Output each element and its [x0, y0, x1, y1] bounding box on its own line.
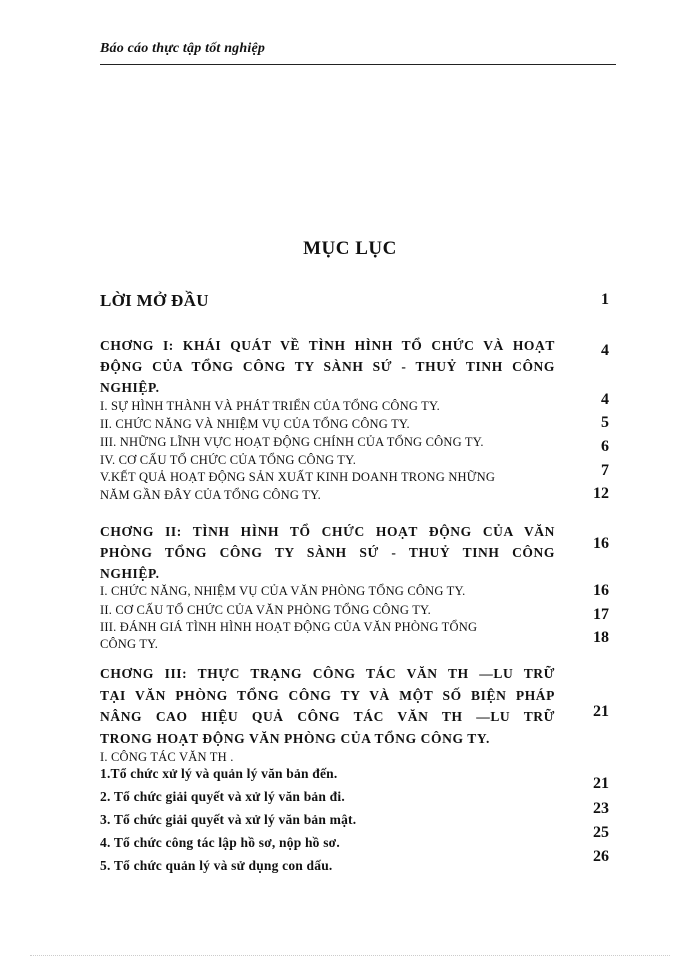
chapter2-section1: I. CHỨC NĂNG, NHIỆM VỤ CỦA VĂN PHÒNG TỔNG CÔNG TY. [100, 584, 466, 598]
chapter3-line3: NÂNG CAO HIỆU QUẢ CÔNG TÁC VĂN TH —LU TRỮ [100, 709, 555, 724]
chapter1-page: 4 [601, 342, 609, 359]
chapter2-line2: PHÒNG TỔNG CÔNG TY SÀNH SỨ - THUỶ TINH CÔNG [100, 545, 555, 560]
chapter3-page: 21 [593, 703, 609, 720]
page-title: MỤC LỤC [303, 238, 397, 259]
chapter1-section3: III. NHỮNG LĨNH VỰC HOẠT ĐỘNG CHÍNH CỦA TỔNG CÔNG TY. [100, 435, 484, 449]
chapter2-line1: CHƠNG II: TÌNH HÌNH TỔ CHỨC HOẠT ĐỘNG CỦA VĂN [100, 524, 555, 539]
chapter3-item2: 2. Tổ chức giải quyết và xử lý văn bản đi. [100, 789, 345, 804]
chapter1-section2: II. CHỨC NĂNG VÀ NHIỆM VỤ CỦA TỔNG CÔNG TY. [100, 417, 410, 431]
chapter2-section3-line1: III. ĐÁNH GIÁ TÌNH HÌNH HOẠT ĐỘNG CỦA VĂN PHÒNG TỔNG [100, 620, 478, 634]
chapter3-item2-page: 23 [593, 800, 609, 817]
chapter3-item1-page: 21 [593, 775, 609, 792]
chapter1-section5-line1: V.KẾT QUẢ HOẠT ĐỘNG SẢN XUẤT KINH DOANH TRONG NHỮNG [100, 470, 496, 484]
chapter1-section1-page: 4 [601, 391, 609, 408]
chapter1-section5-page: 12 [593, 485, 609, 502]
chapter3-section1: I. CÔNG TÁC VĂN TH . [100, 750, 234, 764]
footer-divider [30, 955, 670, 956]
chapter1-section4: IV. CƠ CẤU TỔ CHỨC CỦA TỔNG CÔNG TY. [100, 453, 357, 467]
chapter3-item3-page: 25 [593, 824, 609, 841]
chapter3-item4-page: 26 [593, 848, 609, 865]
chapter3-line2: TẠI VĂN PHÒNG TỔNG CÔNG TY VÀ MỘT SỐ BIỆN PHÁP [100, 688, 555, 703]
chapter2-section2: II. CƠ CẤU TỔ CHỨC CỦA VĂN PHÒNG TỔNG CÔNG TY. [100, 603, 431, 617]
chapter2-section1-page: 16 [593, 582, 609, 599]
chapter3-item5: 5. Tổ chức quản lý và sử dụng con dấu. [100, 858, 333, 873]
chapter1-line3: NGHIỆP. [100, 380, 160, 395]
chapter1-section3-page: 6 [601, 438, 609, 455]
header-divider [100, 64, 616, 65]
chapter1-line2: ĐỘNG CỦA TỔNG CÔNG TY SÀNH SỨ - THUỶ TINH CÔNG [100, 359, 555, 374]
chapter3-item1: 1.Tổ chức xử lý và quản lý văn bản đến. [100, 766, 338, 781]
chapter3-line4: TRONG HOẠT ĐỘNG VĂN PHÒNG CỦA TỔNG CÔNG TY. [100, 731, 490, 746]
chapter3-line1: CHƠNG III: THỰC TRẠNG CÔNG TÁC VĂN TH —LU TRỮ [100, 666, 555, 681]
toc-intro-label: LỜI MỞ ĐẦU [100, 291, 209, 310]
chapter2-page: 16 [593, 535, 609, 552]
chapter1-line1: CHƠNG I: KHÁI QUÁT VỀ TÌNH HÌNH TỔ CHỨC VÀ HOẠT [100, 338, 555, 353]
chapter2-line3: NGHIỆP. [100, 566, 160, 581]
chapter1-section5-line2: NĂM GẦN ĐÂY CỦA TỔNG CÔNG TY. [100, 488, 321, 502]
page-header: Báo cáo thực tập tốt nghiệp [100, 41, 266, 56]
chapter2-section3-page: 18 [593, 629, 609, 646]
chapter3-item3: 3. Tổ chức giải quyết và xử lý văn bản mật. [100, 812, 357, 827]
chapter3-item4: 4. Tổ chức công tác lập hồ sơ, nộp hồ sơ. [100, 835, 340, 850]
chapter1-section1: I. SỰ HÌNH THÀNH VÀ PHÁT TRIỂN CỦA TỔNG CÔNG TY. [100, 399, 440, 413]
chapter2-section2-page: 17 [593, 606, 609, 623]
chapter1-section4-page: 7 [601, 462, 609, 479]
chapter2-section3-line2: CÔNG TY. [100, 637, 159, 651]
toc-intro-page: 1 [601, 291, 609, 308]
chapter1-section2-page: 5 [601, 414, 609, 431]
